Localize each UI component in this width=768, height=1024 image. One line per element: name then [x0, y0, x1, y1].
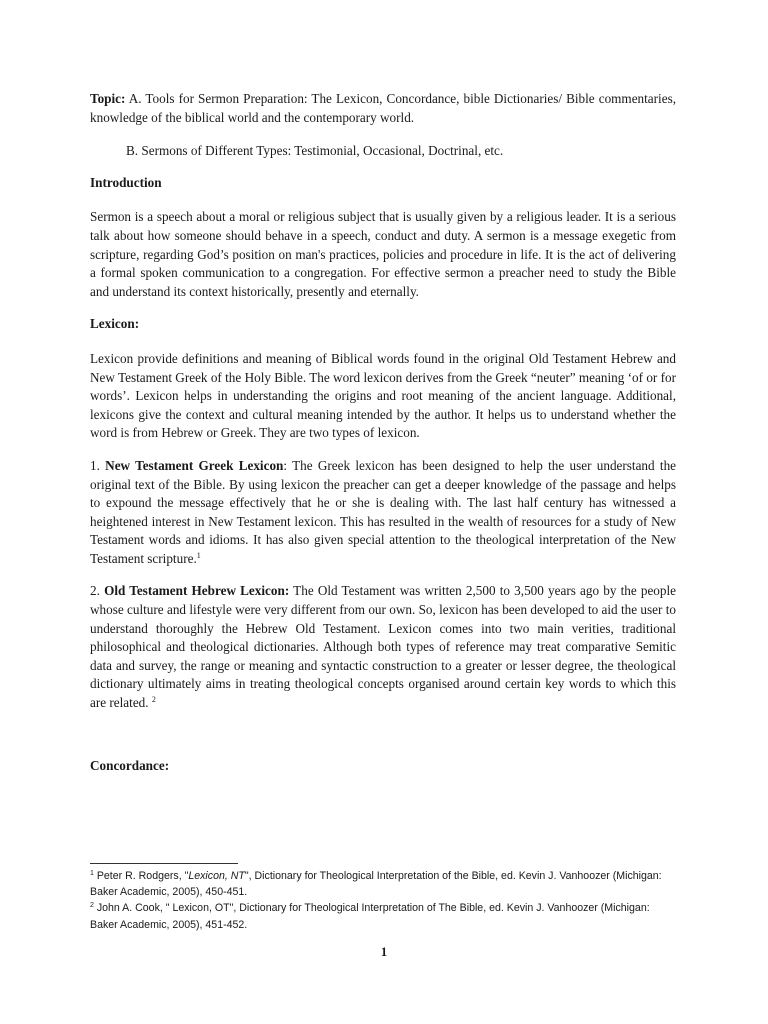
footnote-marker: 1 [90, 870, 94, 877]
lexicon-paragraph: Lexicon provide definitions and meaning of Biblical words found in the original Old Testament Hebrew and New Testament Greek of the Holy Bible. The word lexicon derives from the Greek “neuter” meaning ‘of or for words’. Lexicon helps in understanding the origins and root meaning of the ancient language. Additional, lexicons give the context and cultural meaning intended by the author. It helps us to understand whether the word is from Hebrew or Greek. They are two types of lexicon. [90, 350, 676, 441]
topic-line-a [90, 90, 676, 127]
footnote-ref-2[interactable]: 2 [151, 695, 156, 705]
footnotes [90, 868, 680, 933]
footnote-text: Peter R. Rodgers, " [93, 870, 189, 882]
item-text: : The Greek lexicon has been designed to help the user understand the original text of the Bible. By using lexicon the preacher can get a deeper knowledge of the passage and helps to expound the message effectively that he or she is dealing with. The last half century has witnessed a heightened interest in New Testament lexicon. This has resulted in the wealth of resources for a study of New Testament words and idioms. It has also given special attention to the theological interpretation of the New Testament scripture. [90, 457, 677, 566]
topic-line-b: B. Sermons of Different Types: Testimonial, Occasional, Doctrinal, etc. [126, 143, 504, 159]
section-spacer [90, 727, 676, 757]
introduction-paragraph: Sermon is a speech about a moral or religious subject that is usually given by a religious leader. It is a serious talk about how someone should behave in a speech, conduct and duty. A sermon is a message exegetic from scripture, regarding God’s position on man's practices, policies and procedure in life. It is the act of delivering a formal spoken communication to a congregation. For effective sermon a preacher need to study the Bible and understand its context historically, presently and eternally. [90, 209, 676, 299]
page-number: 1 [380, 945, 388, 959]
footnote-1 [90, 868, 680, 900]
concordance-heading: Concordance: [90, 757, 170, 773]
footnote-text-rest: ", Dictionary for Theological Interpretation of the Bible, ed. Kevin J. Vanhoozer (Michigan: Baker Academic, 2005), 450-451. [90, 870, 662, 899]
item-number: 1. [90, 457, 106, 473]
footnote-separator [90, 863, 238, 864]
topic-label: Topic: [90, 91, 126, 106]
item-number: 2. [90, 583, 105, 599]
footnote-text: John A. Cook, " Lexicon, OT", Dictionary for Theological Interpretation of The Bible, ed. Kevin J. Vanhoozer (Michigan: Baker Academic, 2005), 451-452. [90, 902, 650, 931]
document-body [90, 90, 676, 775]
footnote-italic-title: Lexicon, NT [188, 870, 245, 882]
footnote-ref-1[interactable]: 1 [196, 550, 201, 560]
item-text: The Old Testament was written 2,500 to 3,500 years ago by the people whose culture and lifestyle were very different from our own. So, lexicon has been developed to aid the user to understand thoroughly the Hebrew Old Testament. Lexicon comes into two main verities, traditional philosophical and theological dictionaries. Although both types of reference may treat comparative Semitic data and survey, the range or meaning and syntactic construction to a greater or lesser degree, the theological dictionary ultimately aims in treating theological concepts organised around certain key words to which this are related. [90, 583, 677, 711]
footnote-marker: 2 [90, 902, 94, 910]
item-title: Old Testament Hebrew Lexicon: [104, 583, 290, 599]
lexicon-item-ot-hebrew [90, 582, 676, 712]
item-title: New Testament Greek Lexicon [105, 457, 284, 473]
introduction-heading: Introduction [90, 174, 162, 190]
topic-text-a: A. Tools for Sermon Preparation: The Lexicon, Concordance, bible Dictionaries/ Bible commentaries, knowledge of the biblical world and the contemporary world. [90, 91, 676, 125]
footnote-2 [90, 900, 680, 932]
lexicon-heading: Lexicon: [90, 316, 140, 332]
lexicon-item-nt-greek [90, 457, 676, 569]
